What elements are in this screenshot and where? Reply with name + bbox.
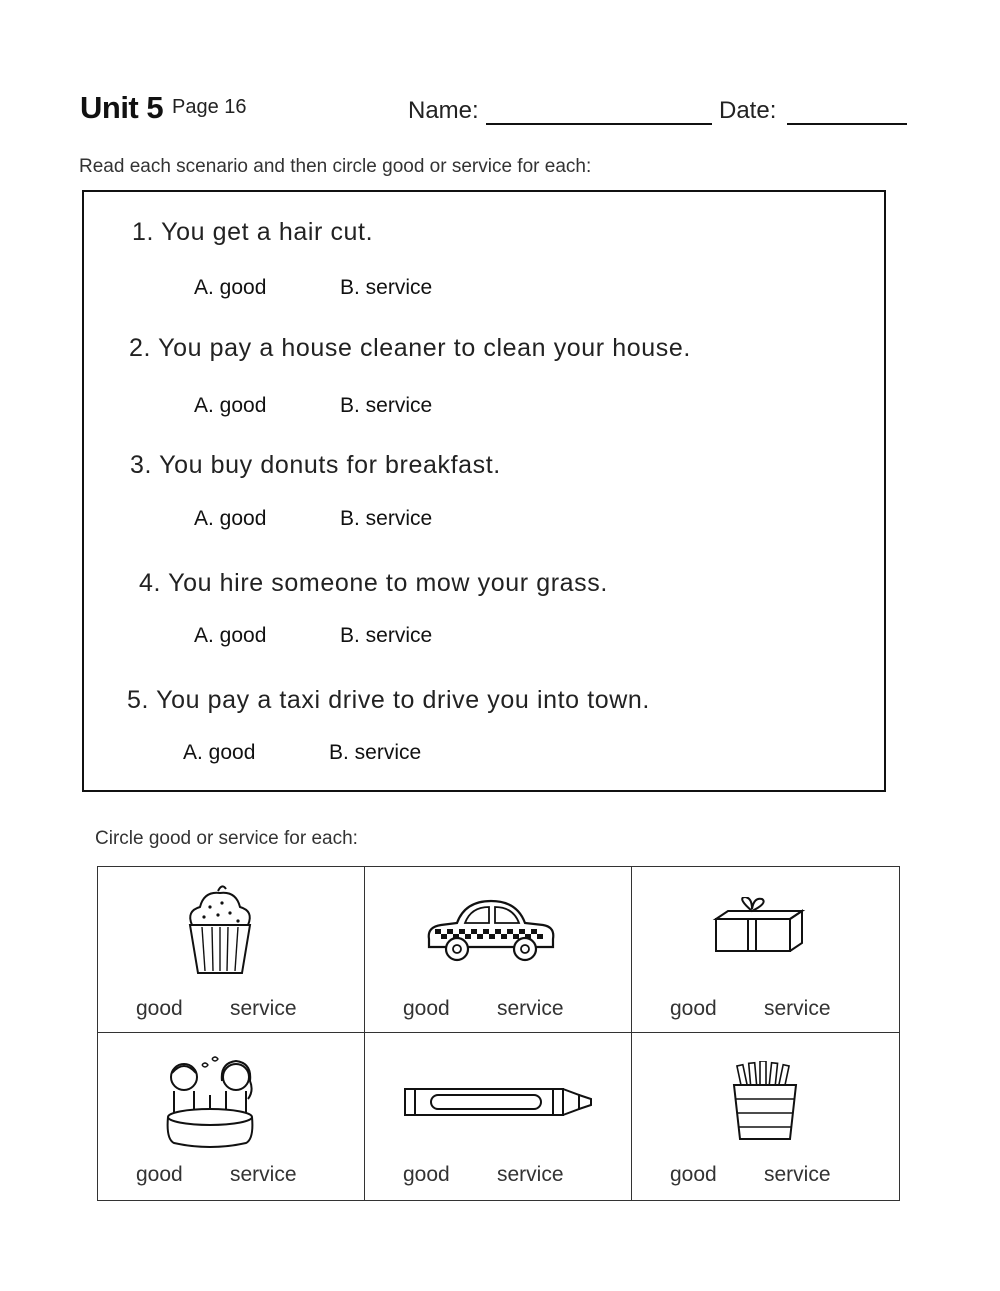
dinner-date-icon <box>160 1055 260 1155</box>
grid-cell <box>98 1033 365 1200</box>
cupcake-icon <box>180 881 260 981</box>
service-choice[interactable]: service <box>764 997 831 1020</box>
service-choice[interactable]: service <box>497 1163 564 1186</box>
picture-grid <box>97 866 900 1201</box>
option-2-b[interactable]: B. service <box>340 394 433 417</box>
good-choice[interactable]: good <box>136 997 183 1020</box>
date-label: Date: <box>719 97 777 124</box>
name-field[interactable] <box>486 123 712 125</box>
option-4-b[interactable]: B. service <box>340 624 433 647</box>
grid-cell <box>632 1033 899 1200</box>
grid-cell <box>365 1033 632 1200</box>
service-choice[interactable]: service <box>230 1163 297 1186</box>
option-3-a[interactable]: A. good <box>194 507 267 530</box>
unit-title: Unit 5 <box>80 90 164 125</box>
page-label: Page 16 <box>172 96 247 118</box>
taxi-icon <box>421 889 561 969</box>
fries-icon <box>730 1061 800 1141</box>
good-choice[interactable]: good <box>403 1163 450 1186</box>
name-label: Name: <box>408 97 479 124</box>
instructions: Read each scenario and then circle good or service for each: <box>79 156 592 177</box>
question-2: 2. You pay a house cleaner to clean your house. <box>129 334 691 362</box>
service-choice[interactable]: service <box>764 1163 831 1186</box>
option-5-a[interactable]: A. good <box>183 741 256 764</box>
date-field[interactable] <box>787 123 907 125</box>
gift-icon <box>708 897 808 957</box>
service-choice[interactable]: service <box>230 997 297 1020</box>
service-choice[interactable]: service <box>497 997 564 1020</box>
option-1-b[interactable]: B. service <box>340 276 433 299</box>
good-choice[interactable]: good <box>670 997 717 1020</box>
good-choice[interactable]: good <box>670 1163 717 1186</box>
question-3: 3. You buy donuts for breakfast. <box>130 451 501 479</box>
question-1: 1. You get a hair cut. <box>132 218 374 246</box>
question-5: 5. You pay a taxi drive to drive you into town. <box>127 686 650 714</box>
grid-cell <box>632 867 899 1033</box>
worksheet-header <box>0 0 1000 140</box>
picture-instructions: Circle good or service for each: <box>95 828 358 849</box>
option-2-a[interactable]: A. good <box>194 394 267 417</box>
question-4: 4. You hire someone to mow your grass. <box>139 569 608 597</box>
crayon-icon <box>403 1085 595 1119</box>
option-4-a[interactable]: A. good <box>194 624 267 647</box>
good-choice[interactable]: good <box>403 997 450 1020</box>
question-box <box>82 190 886 792</box>
option-3-b[interactable]: B. service <box>340 507 433 530</box>
grid-cell <box>98 867 365 1033</box>
option-5-b[interactable]: B. service <box>329 741 422 764</box>
grid-cell <box>365 867 632 1033</box>
good-choice[interactable]: good <box>136 1163 183 1186</box>
option-1-a[interactable]: A. good <box>194 276 267 299</box>
